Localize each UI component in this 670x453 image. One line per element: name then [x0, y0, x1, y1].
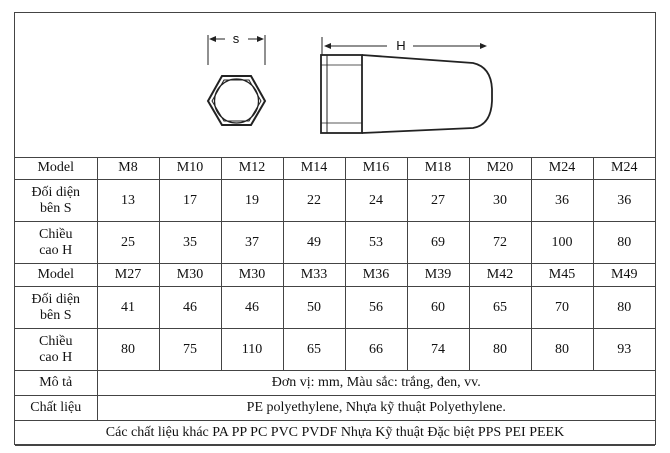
- table-cell: 56: [345, 287, 407, 329]
- row-label: Mô tả: [15, 371, 97, 396]
- row-label: [15, 287, 97, 329]
- table-cell: M18: [407, 157, 469, 180]
- row-label-line: cao H: [39, 349, 73, 365]
- table-cell: M14: [283, 157, 345, 180]
- table-cell: 80: [593, 222, 655, 264]
- table-row-height-h-1: [15, 222, 655, 264]
- table-cell: 19: [221, 180, 283, 222]
- table-cell: 35: [159, 222, 221, 264]
- table-cell: M42: [469, 264, 531, 287]
- row-label-line: Chiều: [39, 333, 73, 349]
- row-label: [15, 222, 97, 264]
- table-cell: M24: [531, 157, 593, 180]
- table-cell: 75: [159, 329, 221, 371]
- table-cell: 65: [283, 329, 345, 371]
- table-cell: 36: [593, 180, 655, 222]
- table-cell: 65: [469, 287, 531, 329]
- cap-technical-drawing: [15, 13, 655, 157]
- table-cell: 27: [407, 180, 469, 222]
- table-cell: 41: [97, 287, 159, 329]
- table-cell: M8: [97, 157, 159, 180]
- row-label-line: Đối diện: [31, 291, 81, 307]
- table-cell: 25: [97, 222, 159, 264]
- table-row-material: [15, 396, 655, 421]
- table-cell: M39: [407, 264, 469, 287]
- table-cell: 37: [221, 222, 283, 264]
- table-cell: M49: [593, 264, 655, 287]
- table-cell: M12: [221, 157, 283, 180]
- row-label: [15, 329, 97, 371]
- table-row-description: [15, 371, 655, 396]
- table-cell: M33: [283, 264, 345, 287]
- table-cell: 110: [221, 329, 283, 371]
- table-row-height-h-2: [15, 329, 655, 371]
- row-label-line: Đối diện: [31, 184, 81, 200]
- table-cell: M27: [97, 264, 159, 287]
- table-cell: 80: [97, 329, 159, 371]
- product-drawing: [15, 13, 655, 158]
- table-cell: 24: [345, 180, 407, 222]
- other-materials-note: Các chất liệu khác PA PP PC PVC PVDF Nhựa Kỹ thuật Đặc biệt PPS PEI PEEK: [15, 421, 655, 446]
- table-cell: 22: [283, 180, 345, 222]
- table-cell: M16: [345, 157, 407, 180]
- table-cell: 69: [407, 222, 469, 264]
- table-cell: 13: [97, 180, 159, 222]
- table-cell: 49: [283, 222, 345, 264]
- table-cell: 60: [407, 287, 469, 329]
- table-cell: 46: [221, 287, 283, 329]
- spec-table: [15, 157, 655, 446]
- table-cell: 17: [159, 180, 221, 222]
- material-value: PE polyethylene, Nhựa kỹ thuật Polyethylene.: [97, 396, 655, 421]
- table-cell: M20: [469, 157, 531, 180]
- table-cell: 74: [407, 329, 469, 371]
- table-cell: 93: [593, 329, 655, 371]
- table-cell: 36: [531, 180, 593, 222]
- row-label: Chất liệu: [15, 396, 97, 421]
- table-row-side-s-1: [15, 180, 655, 222]
- table-row-footer: [15, 421, 655, 446]
- table-cell: 80: [531, 329, 593, 371]
- dimension-s-label: s: [232, 31, 240, 46]
- hex-top-view: [208, 76, 265, 125]
- spec-sheet: [14, 12, 656, 445]
- table-cell: 53: [345, 222, 407, 264]
- table-cell: 46: [159, 287, 221, 329]
- table-cell: 70: [531, 287, 593, 329]
- table-row-model-1: [15, 157, 655, 180]
- table-cell: 72: [469, 222, 531, 264]
- table-row-side-s-2: [15, 287, 655, 329]
- table-cell: M45: [531, 264, 593, 287]
- table-cell: 100: [531, 222, 593, 264]
- table-cell: M10: [159, 157, 221, 180]
- row-label-line: bên S: [40, 307, 72, 323]
- cap-side-view: [321, 55, 492, 133]
- table-row-model-2: [15, 264, 655, 287]
- table-cell: 66: [345, 329, 407, 371]
- description-value: Đơn vị: mm, Màu sắc: trắng, đen, vv.: [97, 371, 655, 396]
- table-cell: 80: [469, 329, 531, 371]
- table-cell: 80: [593, 287, 655, 329]
- row-label: Model: [15, 157, 97, 180]
- row-label: Model: [15, 264, 97, 287]
- table-cell: M24: [593, 157, 655, 180]
- row-label-line: Chiều: [39, 226, 73, 242]
- table-cell: 30: [469, 180, 531, 222]
- table-cell: M36: [345, 264, 407, 287]
- table-cell: 50: [283, 287, 345, 329]
- dimension-h-label: H: [396, 38, 406, 53]
- table-cell: M30: [159, 264, 221, 287]
- row-label-line: cao H: [39, 242, 73, 258]
- row-label: [15, 180, 97, 222]
- table-cell: M30: [221, 264, 283, 287]
- row-label-line: bên S: [40, 200, 72, 216]
